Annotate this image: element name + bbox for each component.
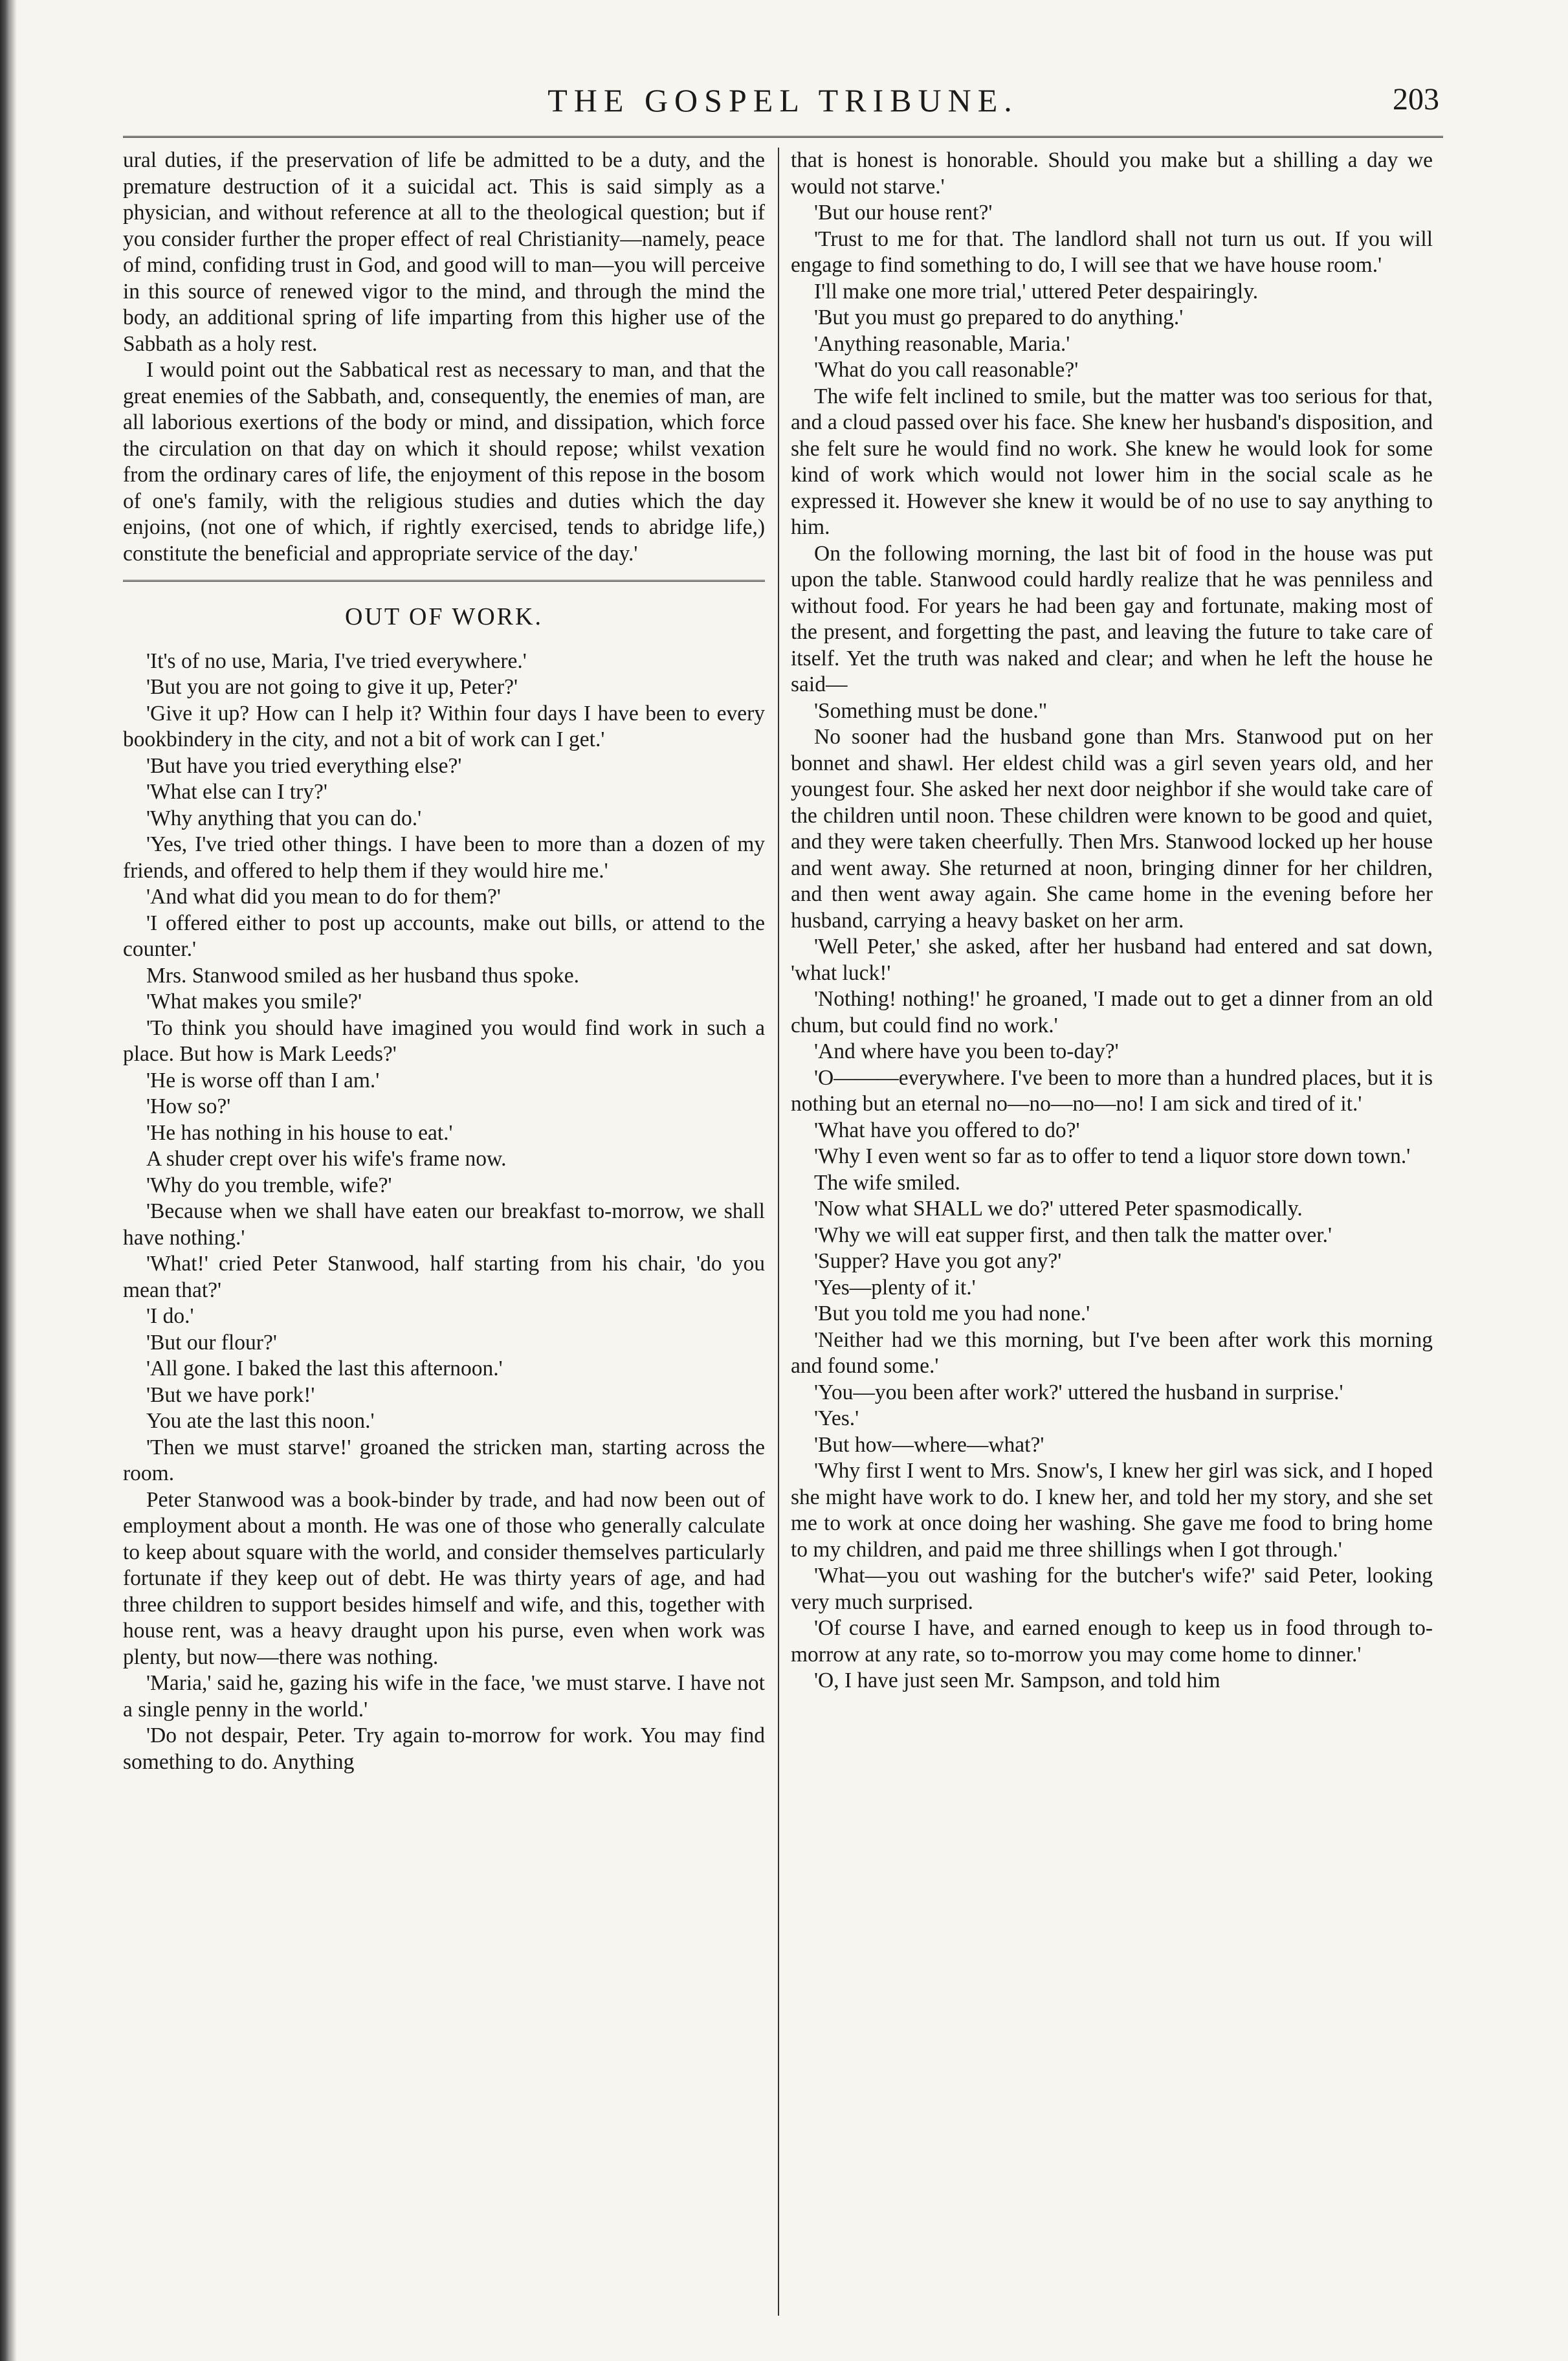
paragraph: that is honest is honorable. Should you make but a shilling a day we would not starve.' <box>791 148 1433 199</box>
paragraph: 'Why I even went so far as to offer to tend a liquor store down town.' <box>814 1144 1411 1168</box>
paragraph: 'What else can I try?' <box>146 780 327 804</box>
paragraph: 'Now what SHALL we do?' uttered Peter spasmodically. <box>814 1197 1303 1221</box>
paragraph: 'Why anything that you can do.' <box>146 806 422 830</box>
paragraph: 'To think you should have imagined you would find work in such a place. But how is Mark Leeds?' <box>123 1015 765 1066</box>
paragraph: Mrs. Stanwood smiled as her husband thus spoke. <box>146 963 580 988</box>
paragraph: 'Well Peter,' she asked, after her husband had entered and sat down, 'what luck!' <box>791 935 1433 985</box>
page-number: 203 <box>1393 82 1439 116</box>
paragraph: 'All gone. I baked the last this afternoon.' <box>146 1357 503 1380</box>
paragraph: 'Why we will eat supper first, and then talk the matter over.' <box>814 1223 1332 1247</box>
paragraph: I'll make one more trial,' uttered Peter despairingly. <box>814 279 1259 304</box>
paragraph: 'Yes.' <box>814 1406 859 1430</box>
paragraph: 'What—you out washing for the butcher's wife?' said Peter, looking very much surprised. <box>791 1564 1433 1614</box>
paragraph: 'But we have pork!' <box>146 1382 315 1407</box>
text-columns <box>123 148 1443 2322</box>
paragraph: 'Why first I went to Mrs. Snow's, I knew her girl was sick, and I hoped she might have work to do. I knew her, and told her my story, and she set me to work at once doing her washing. She gave me food to bring home to my children, and paid me three shillings when I got through.' <box>791 1459 1433 1562</box>
out-of-work-story <box>123 648 765 1776</box>
running-title: THE GOSPEL TRIBUNE. <box>547 82 1019 118</box>
page <box>123 71 1443 2323</box>
paragraph: Peter Stanwood was a book-binder by trade, and had now been out of employment about a month. He was one of those who generally calculate to keep about square with the world, and consider themselves particularly fortunate if they keep out of debt. He was thirty years of age, and had three children to support besides himself and wife, and this, together with house rent, was a heavy draught upon his purse, even when work was plenty, but now—there was nothing. <box>123 1487 765 1669</box>
paragraph: 'What makes you smile?' <box>146 990 362 1014</box>
binding-edge <box>0 0 17 2361</box>
section-heading: OUT OF WORK. <box>345 603 543 630</box>
paragraph: 'What!' cried Peter Stanwood, half starting from his chair, 'do you mean that?' <box>123 1252 765 1302</box>
paragraph: 'O, I have just seen Mr. Sampson, and told him <box>814 1668 1220 1692</box>
paragraph: 'But you must go prepared to do anything.' <box>814 305 1184 329</box>
out-of-work-story-continued <box>791 148 1433 1694</box>
paragraph: 'Anything reasonable, Maria.' <box>814 331 1070 356</box>
paragraph: 'But you told me you had none.' <box>814 1302 1090 1325</box>
paragraph: 'Something must be done." <box>814 698 1048 723</box>
paragraph: 'But you are not going to give it up, Peter?' <box>146 675 518 699</box>
paragraph: 'Why do you tremble, wife?' <box>146 1173 392 1197</box>
paragraph: 'Of course I have, and earned enough to keep us in food through to-morrow at any rate, so to-morrow you may come home to dinner.' <box>791 1616 1433 1667</box>
paragraph: 'And what did you mean to do for them?' <box>146 885 501 909</box>
paragraph: On the following morning, the last bit of food in the house was put upon the table. Stanwood could hardly realize that he was penniless and without food. For years he had been gay and fortunate, making most of the present, and forgetting the past, and leaving the future to take care of itself. Yet the truth was naked and clear; and when he left the house he said— <box>791 541 1433 696</box>
paragraph: 'Then we must starve!' groaned the stricken man, starting across the room. <box>123 1435 765 1485</box>
paragraph: 'Trust to me for that. The landlord shall not turn us out. If you will engage to find something to do, I will see that we have house room.' <box>791 227 1433 277</box>
paragraph: The wife felt inclined to smile, but the matter was too serious for that, and a cloud passed over his face. She knew her husband's disposition, and she felt sure he would find no work. She knew he would look for some kind of work which would not lower him in the social scale as he expressed it. However she knew it would be of no use to say anything to him. <box>791 384 1433 539</box>
paragraph: 'How so?' <box>146 1094 231 1118</box>
paragraph: 'And where have you been to-day?' <box>814 1039 1119 1063</box>
header-rule <box>123 136 1443 138</box>
paragraph: 'Yes, I've tried other things. I have been to more than a dozen of my friends, and offered to help them if they would hire me.' <box>123 832 765 883</box>
right-column <box>791 148 1433 2322</box>
paragraph: The wife smiled. <box>814 1170 961 1195</box>
sabbath-article-continuation <box>123 148 765 567</box>
paragraph: 'Give it up? How can I help it? Within four days I have been to every bookbindery in the city, and not a bit of work can I get.' <box>123 701 765 751</box>
paragraph: 'But how—where—what?' <box>814 1432 1044 1457</box>
paragraph: I would point out the Sabbatical rest as necessary to man, and that the great enemies of the Sabbath, and, consequently, the enemies of man, are all laborious exertions of the body or mind, and dissipation, which force the circulation on that day on which it should repose; whilst vexation from the ordinary cares of life, the enjoyment of this repose in the bosom of one's family, with the religious studies and duties which the day enjoins, (not one of which, if rightly exercised, tends to abridge life,) constitute the beneficial and appropriate service of the day.' <box>123 358 765 566</box>
paragraph: You ate the last this noon.' <box>146 1409 375 1433</box>
paragraph: 'It's of no use, Maria, I've tried everywhere.' <box>146 648 527 673</box>
paragraph: 'But our flour?' <box>146 1330 277 1355</box>
paragraph: 'Because when we shall have eaten our breakfast to-morrow, we shall have nothing.' <box>123 1199 765 1250</box>
paragraph: 'Supper? Have you got any?' <box>814 1249 1062 1273</box>
paragraph: 'I offered either to post up accounts, make out bills, or attend to the counter.' <box>123 911 765 961</box>
paragraph: ural duties, if the preservation of life be admitted to be a duty, and the premature destruction of it a suicidal act. This is said simply as a physician, and without reference at all to the theological question; but if you consider further the proper effect of real Christianity—namely, peace of mind, confiding trust in God, and good will to man—you will perceive in this source of renewed vigor to the mind, and through the mind the body, an additional spring of life imparting from this higher use of the Sabbath as a holy rest. <box>123 148 765 356</box>
column-divider <box>778 148 779 2316</box>
paragraph: A shuder crept over his wife's frame now. <box>146 1147 507 1171</box>
paragraph: No sooner had the husband gone than Mrs. Stanwood put on her bonnet and shawl. Her eldest child was a girl seven years old, and her youngest four. She asked her next door neighbor if she would take care of the children until noon. These children were known to be good and quiet, and they were taken cheerfully. Then Mrs. Stanwood locked up her house and went away. She returned at noon, bringing dinner for her children, and then went away again. She came home in the evening before her husband, carrying a heavy basket on her arm. <box>791 725 1433 933</box>
paragraph: 'He is worse off than I am.' <box>146 1068 380 1092</box>
paragraph: 'Do not despair, Peter. Try again to-morrow for work. You may find something to do. Anything <box>123 1724 765 1774</box>
paragraph: 'Yes—plenty of it.' <box>814 1275 976 1300</box>
paragraph: 'Nothing! nothing!' he groaned, 'I made out to get a dinner from an old chum, but could find no work.' <box>791 987 1433 1037</box>
paragraph: 'What do you call reasonable?' <box>814 358 1079 382</box>
paragraph: 'Neither had we this morning, but I've been after work this morning and found some.' <box>791 1327 1433 1378</box>
left-column <box>123 148 765 2322</box>
paragraph: 'You—you been after work?' uttered the husband in surprise.' <box>814 1380 1343 1404</box>
paragraph: 'O———everywhere. I've been to more than a hundred places, but it is nothing but an eternal no—no—no—no! I am sick and tired of it.' <box>791 1065 1433 1116</box>
page-header <box>123 71 1443 142</box>
paragraph: 'He has nothing in his house to eat.' <box>146 1120 453 1145</box>
paragraph: 'Maria,' said he, gazing his wife in the face, 'we must starve. I have not a single penny in the world.' <box>123 1671 765 1722</box>
paragraph: 'I do.' <box>146 1304 194 1328</box>
paragraph: 'What have you offered to do?' <box>814 1118 1080 1142</box>
paragraph: 'But our house rent?' <box>814 201 993 225</box>
section-rule <box>123 580 765 582</box>
paragraph: 'But have you tried everything else?' <box>146 753 462 778</box>
